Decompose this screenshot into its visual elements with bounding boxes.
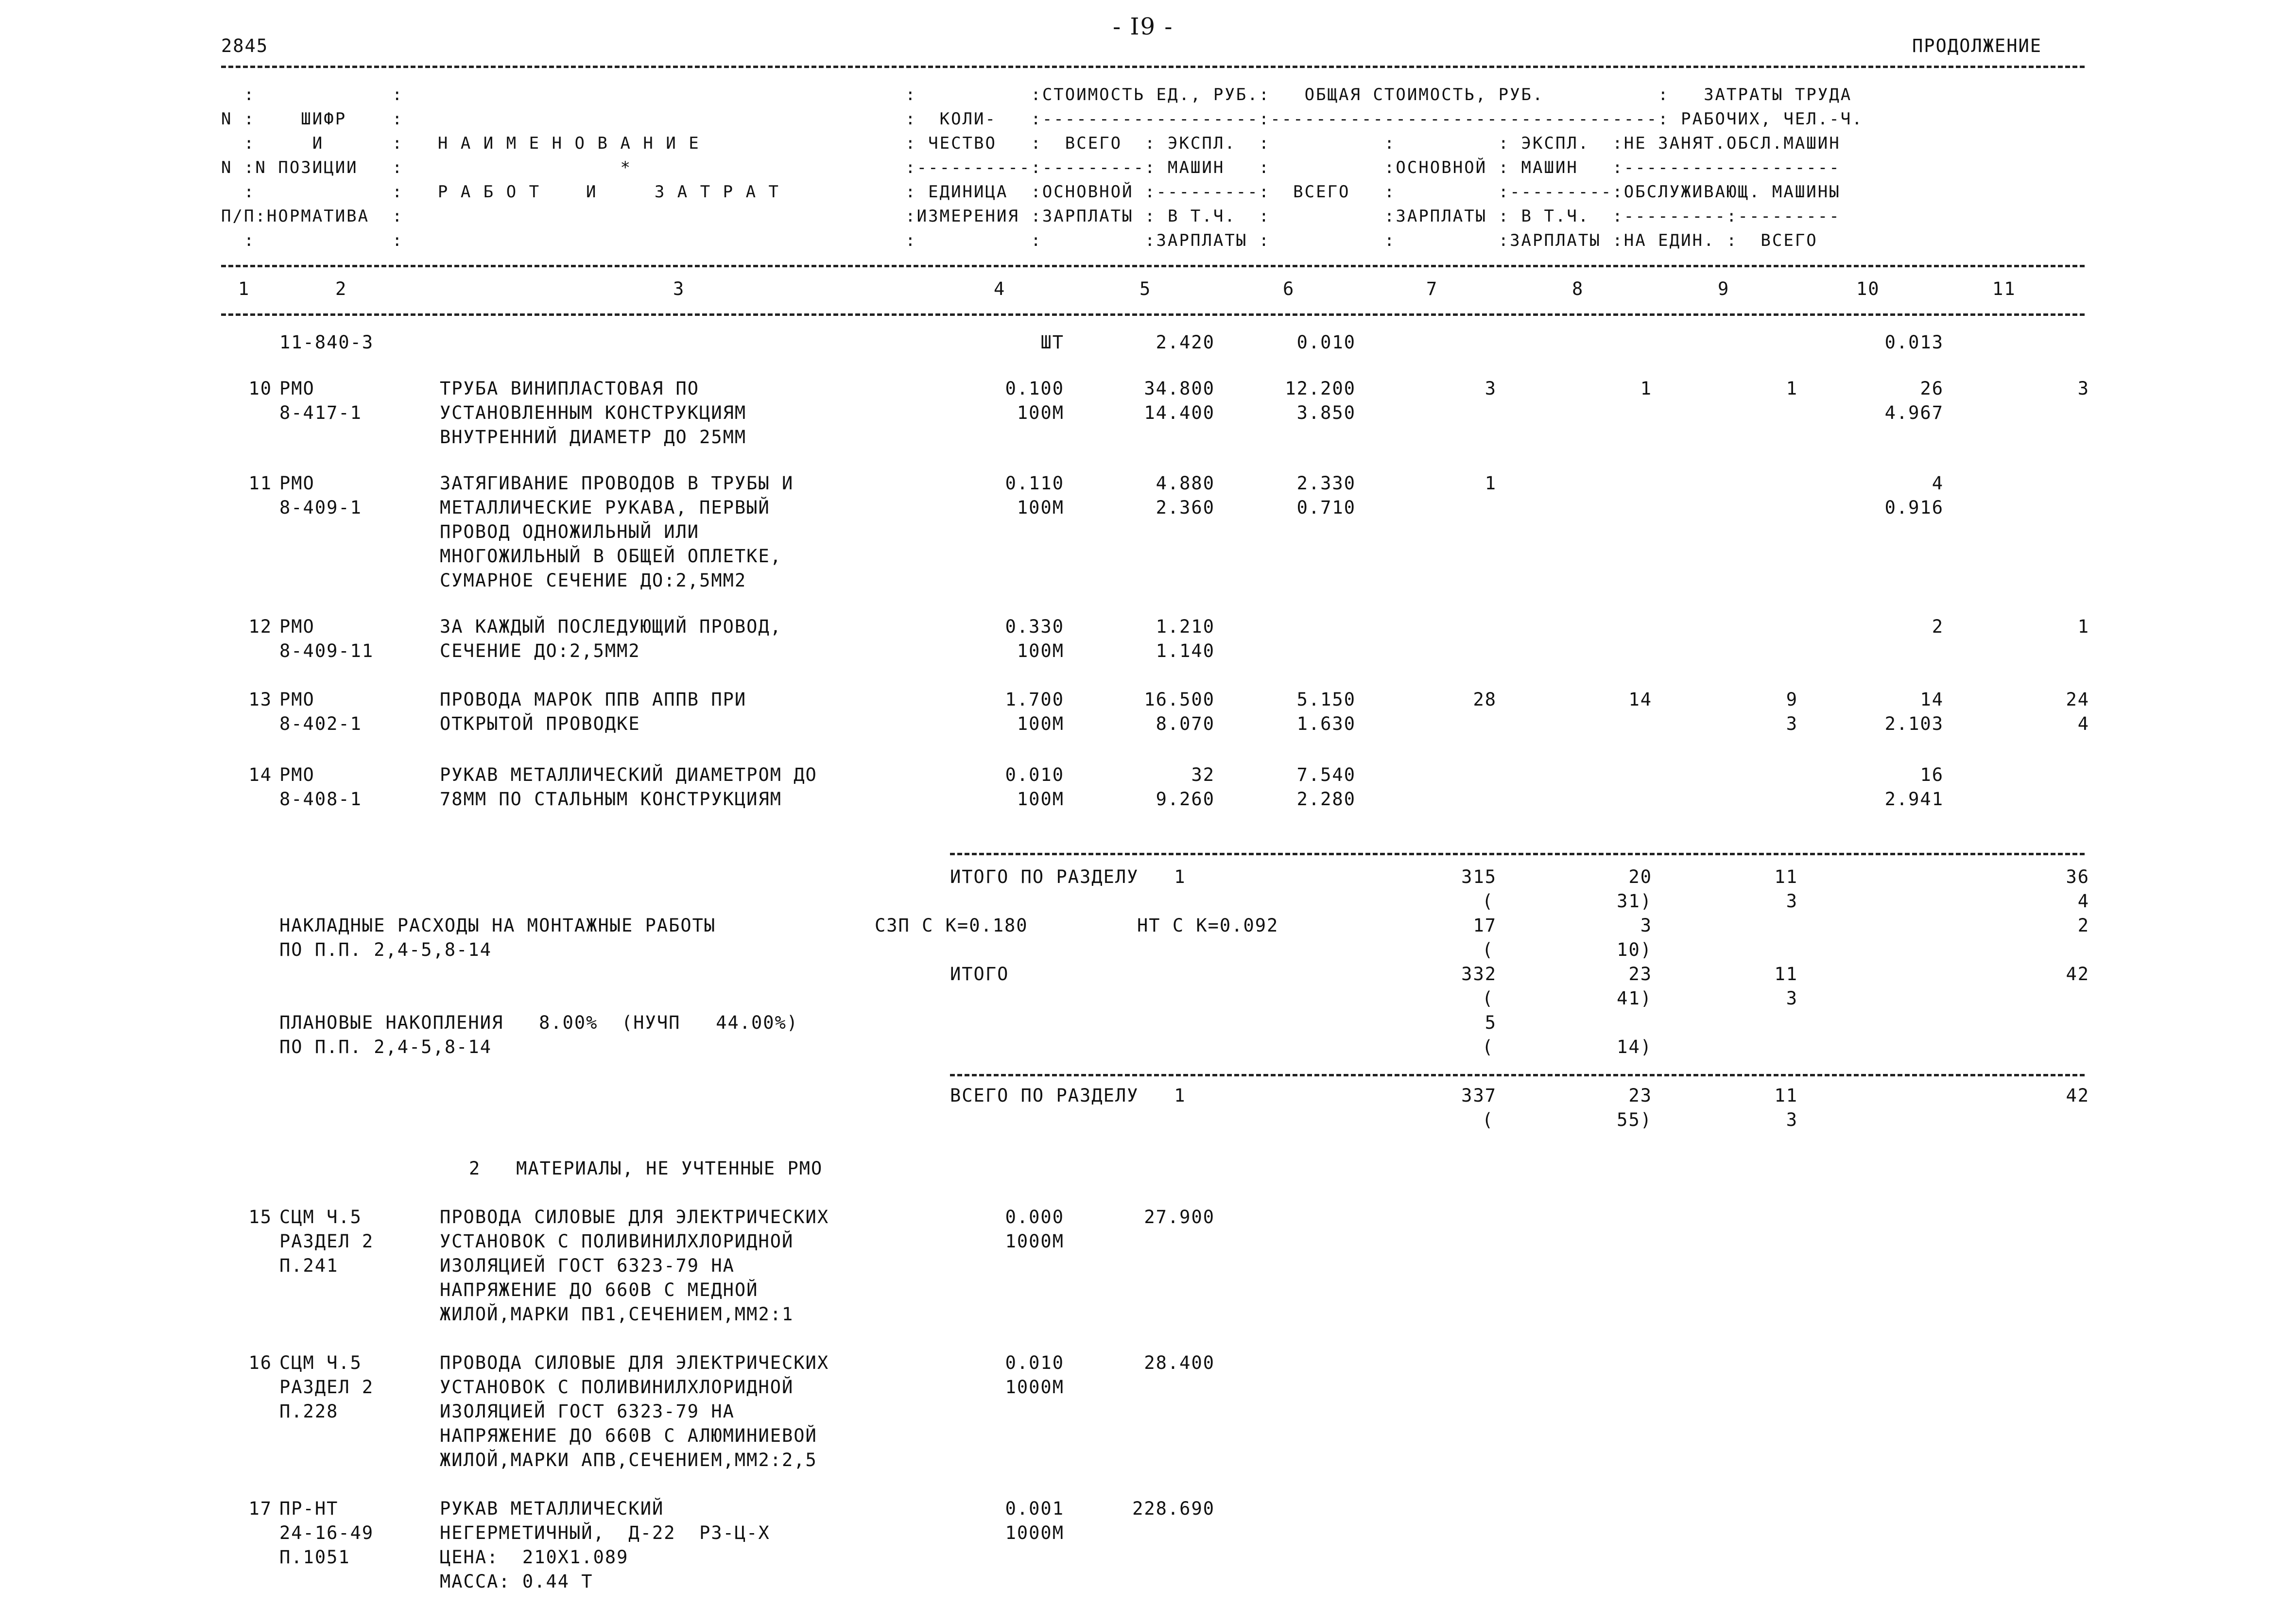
row-labor-unit: 26 — [1920, 378, 1944, 399]
overhead-label-2: ПО П.П. 2,4-5,8-14 — [279, 939, 492, 960]
planned-label: ПЛАНОВЫЕ НАКОПЛЕНИЯ 8.00% (НУЧП 44.00%) — [279, 1012, 799, 1033]
row-code: РМО — [279, 689, 315, 710]
overhead-base: 3 — [1640, 915, 1652, 936]
continuation-label: ПРОДОЛЖЕНИЕ — [1912, 35, 2042, 56]
material-name: УСТАНОВОК С ПОЛИВИНИЛХЛОРИДНОЙ — [440, 1377, 794, 1398]
itogo2-exp: 11 — [1774, 964, 1798, 985]
material-quantity: 0.010 — [1005, 1352, 1064, 1373]
row-quantity: 0.100 — [1005, 378, 1064, 399]
row-number: 12 — [248, 616, 272, 637]
row-name: ПРОВОД ОДНОЖИЛЬНЫЙ ИЛИ — [440, 521, 700, 542]
planned-label-2: ПО П.П. 2,4-5,8-14 — [279, 1037, 492, 1057]
row-machine-cost: 1.630 — [1296, 713, 1356, 734]
vsego-total: 337 — [1461, 1085, 1497, 1106]
row-quantity: 100М — [1017, 640, 1064, 661]
row-quantity: 1.700 — [1005, 689, 1064, 710]
itogo-total: 315 — [1461, 866, 1497, 887]
row-labor-unit: 2.941 — [1884, 789, 1944, 810]
vsego-all: 42 — [2066, 1085, 2089, 1106]
row-number: 11 — [248, 473, 272, 494]
overhead-total: 17 — [1473, 915, 1497, 936]
overhead-all: 2 — [2077, 915, 2089, 936]
material-name: ИЗОЛЯЦИЕЙ ГОСТ 6323-79 НА — [440, 1401, 735, 1422]
material-number: 15 — [248, 1207, 272, 1227]
colnum-5: 5 — [1139, 278, 1152, 299]
row-unit-cost: 34.800 — [1144, 378, 1215, 399]
row-labor-total: 1 — [2077, 616, 2089, 637]
overhead-total-paren: ( — [1482, 939, 1494, 960]
row-number: 14 — [248, 764, 272, 785]
row-labor-total: 3 — [2077, 378, 2089, 399]
row-total: 1 — [1485, 473, 1497, 494]
row-unit-cost: 9.260 — [1156, 789, 1215, 810]
row-labor-unit: 0.013 — [1884, 332, 1944, 353]
row-exploitation: 9 — [1786, 689, 1798, 710]
row-number: 13 — [248, 689, 272, 710]
row-quantity: 0.010 — [1005, 764, 1064, 785]
row-quantity: 0.330 — [1005, 616, 1064, 637]
material-unit-cost: 228.690 — [1132, 1498, 1215, 1519]
row-base-salary: 14 — [1628, 689, 1652, 710]
material-code: РАЗДЕЛ 2 — [279, 1231, 374, 1252]
itogo2-base: 23 — [1628, 964, 1652, 985]
itogo-base-2: 31) — [1617, 891, 1652, 912]
row-code: РМО — [279, 616, 315, 637]
row-name: ПРОВОДА МАРОК ППВ АППВ ПРИ — [440, 689, 747, 710]
row-quantity: 100М — [1017, 497, 1064, 518]
itogo-exp-2: 3 — [1786, 891, 1798, 912]
material-name: ЦЕНА: 210Х1.089 — [440, 1547, 629, 1568]
row-unit-cost: 2.420 — [1156, 332, 1215, 353]
itogo2-all: 42 — [2066, 964, 2089, 985]
material-name: РУКАВ МЕТАЛЛИЧЕСКИЙ — [440, 1498, 664, 1519]
row-machine-cost: 7.540 — [1296, 764, 1356, 785]
row-code: 8-409-11 — [279, 640, 374, 661]
material-unit-cost: 28.400 — [1144, 1352, 1215, 1373]
row-name: ВНУТРЕННИЙ ДИАМЕТР ДО 25ММ — [440, 427, 747, 448]
row-code: РМО — [279, 378, 315, 399]
row-quantity: 100М — [1017, 713, 1064, 734]
row-unit-cost: 1.210 — [1156, 616, 1215, 637]
row-labor-unit: 14 — [1920, 689, 1944, 710]
row-code: РМО — [279, 473, 315, 494]
vsego-base: 23 — [1628, 1085, 1652, 1106]
material-name: НАПРЯЖЕНИЕ ДО 660В С МЕДНОЙ — [440, 1279, 759, 1300]
planned-base: 14) — [1617, 1037, 1652, 1057]
colnum-6: 6 — [1283, 278, 1295, 299]
section-total-rule — [950, 853, 2085, 855]
material-number: 16 — [248, 1352, 272, 1373]
material-code: СЦМ Ч.5 — [279, 1207, 362, 1227]
colnum-8: 8 — [1572, 278, 1584, 299]
itogo-label: ИТОГО ПО РАЗДЕЛУ 1 — [950, 866, 1186, 887]
row-name: ТРУБА ВИНИПЛАСТОВАЯ ПО — [440, 378, 700, 399]
row-unit-cost: 1.140 — [1156, 640, 1215, 661]
row-quantity: 0.110 — [1005, 473, 1064, 494]
vsego-exp-2: 3 — [1786, 1109, 1798, 1130]
row-unit-cost: 16.500 — [1144, 689, 1215, 710]
row-labor-total: 24 — [2066, 689, 2089, 710]
row-machine-cost: 2.280 — [1296, 789, 1356, 810]
colnum-7: 7 — [1426, 278, 1438, 299]
material-name: ЖИЛОЙ,МАРКИ АПВ,СЕЧЕНИЕМ,ММ2:2,5 — [440, 1450, 817, 1470]
itogo-all: 36 — [2066, 866, 2089, 887]
colnum-3: 3 — [673, 278, 685, 299]
row-name: 78ММ ПО СТАЛЬНЫМ КОНСТРУКЦИЯМ — [440, 789, 782, 810]
material-quantity: 1000М — [1005, 1522, 1064, 1543]
material-name: УСТАНОВОК С ПОЛИВИНИЛХЛОРИДНОЙ — [440, 1231, 794, 1252]
grand-total-rule — [950, 1074, 2085, 1076]
row-number: 10 — [248, 378, 272, 399]
header-top-rule — [221, 66, 2085, 68]
colnum-11: 11 — [1992, 278, 2016, 299]
row-base-salary: 1 — [1640, 378, 1652, 399]
row-code: 11-840-3 — [279, 332, 374, 353]
material-name: ЖИЛОЙ,МАРКИ ПВ1,СЕЧЕНИЕМ,ММ2:1 — [440, 1304, 794, 1325]
row-name: СЕЧЕНИЕ ДО:2,5ММ2 — [440, 640, 640, 661]
itogo-total-paren: ( — [1482, 891, 1494, 912]
row-name: ЗА КАЖДЫЙ ПОСЛЕДУЮЩИЙ ПРОВОД, — [440, 616, 782, 637]
section-2-title: 2 МАТЕРИАЛЫ, НЕ УЧТЕННЫЕ РМО — [469, 1158, 823, 1179]
row-name: УСТАНОВЛЕННЫМ КОНСТРУКЦИЯМ — [440, 402, 747, 423]
overhead-label: НАКЛАДНЫЕ РАСХОДЫ НА МОНТАЖНЫЕ РАБОТЫ — [279, 915, 716, 936]
row-machine-cost: 0.010 — [1296, 332, 1356, 353]
table-header-line-3: : И : Н А И М Е Н О В А Н И Е : ЧЕСТВО : ВСЕГО : ЭКСПЛ. : : : ЭКСПЛ. :НЕ ЗАНЯТ.ОБСЛ.МАШИН — [221, 134, 1841, 153]
itogo2-label: ИТОГО — [950, 964, 1009, 985]
colnum-9: 9 — [1718, 278, 1730, 299]
material-name: НЕГЕРМЕТИЧНЫЙ, Д-22 РЗ-Ц-Х — [440, 1522, 770, 1543]
itogo-base: 20 — [1628, 866, 1652, 887]
header-bottom-rule — [221, 313, 2085, 316]
table-header-line-5: : : Р А Б О Т И З А Т Р А Т : ЕДИНИЦА :ОСНОВНОЙ :---------: ВСЕГО : :---------:ОБСЛУЖИВАЮЩ. МАШИНЫ — [221, 182, 1841, 202]
row-machine-cost: 3.850 — [1296, 402, 1356, 423]
row-name: МНОГОЖИЛЬНЫЙ В ОБЩЕЙ ОПЛЕТКЕ, — [440, 546, 782, 567]
vsego-base-2: 55) — [1617, 1109, 1652, 1130]
material-name: НАПРЯЖЕНИЕ ДО 660В С АЛЮМИНИЕВОЙ — [440, 1425, 817, 1446]
itogo2-total: 332 — [1461, 964, 1497, 985]
itogo2-exp-2: 3 — [1786, 988, 1798, 1009]
material-code: П.241 — [279, 1255, 339, 1276]
material-name: ПРОВОДА СИЛОВЫЕ ДЛЯ ЭЛЕКТРИЧЕСКИХ — [440, 1207, 829, 1227]
row-labor-unit: 4 — [1932, 473, 1944, 494]
material-name: МАССА: 0.44 Т — [440, 1571, 593, 1592]
row-unit-cost: 2.360 — [1156, 497, 1215, 518]
row-unit-cost: 4.880 — [1156, 473, 1215, 494]
row-machine-cost: 12.200 — [1285, 378, 1356, 399]
document-number: 2845 — [221, 35, 269, 56]
row-name: ЗАТЯГИВАНИЕ ПРОВОДОВ В ТРУБЫ И — [440, 473, 794, 494]
itogo-exp: 11 — [1774, 866, 1798, 887]
vsego-exp: 11 — [1774, 1085, 1798, 1106]
row-machine-cost: 2.330 — [1296, 473, 1356, 494]
vsego-total-paren: ( — [1482, 1109, 1494, 1130]
material-quantity: 1000М — [1005, 1377, 1064, 1398]
row-machine-cost: 0.710 — [1296, 497, 1356, 518]
row-code: 8-408-1 — [279, 789, 362, 810]
material-quantity: 0.001 — [1005, 1498, 1064, 1519]
row-labor-unit: 0.916 — [1884, 497, 1944, 518]
row-labor-unit: 16 — [1920, 764, 1944, 785]
row-unit-cost: 8.070 — [1156, 713, 1215, 734]
material-name: ИЗОЛЯЦИЕЙ ГОСТ 6323-79 НА — [440, 1255, 735, 1276]
material-code: 24-16-49 — [279, 1522, 374, 1543]
material-code: П.228 — [279, 1401, 339, 1422]
row-exploitation: 1 — [1786, 378, 1798, 399]
row-name: МЕТАЛЛИЧЕСКИЕ РУКАВА, ПЕРВЫЙ — [440, 497, 770, 518]
table-header-line-2: N : ШИФР : : КОЛИ- :-------------------:----------------------------------: РАБОЧИХ, ЧЕЛ.-Ч. — [221, 109, 1864, 129]
header-mid-rule — [221, 265, 2085, 267]
row-machine-cost: 5.150 — [1296, 689, 1356, 710]
row-labor-unit: 2.103 — [1884, 713, 1944, 734]
planned-total: 5 — [1485, 1012, 1497, 1033]
row-code: 8-402-1 — [279, 713, 362, 734]
table-header-line-7: : : : : :ЗАРПЛАТЫ : : :ЗАРПЛАТЫ :НА ЕДИН. : ВСЕГО — [221, 231, 1818, 250]
material-code: РАЗДЕЛ 2 — [279, 1377, 374, 1398]
row-unit-cost: 32 — [1191, 764, 1215, 785]
row-code: 8-409-1 — [279, 497, 362, 518]
row-code: РМО — [279, 764, 315, 785]
material-code: П.1051 — [279, 1547, 350, 1568]
table-header-line-1: : : : :СТОИМОСТЬ ЕД., РУБ.: ОБЩАЯ СТОИМОСТЬ, РУБ. : ЗАТРАТЫ ТРУДА — [221, 85, 1852, 104]
row-exploitation: 3 — [1786, 713, 1798, 734]
page-number: - I9 - — [1113, 13, 1174, 40]
vsego-label: ВСЕГО ПО РАЗДЕЛУ 1 — [950, 1085, 1186, 1106]
itogo2-base-2: 41) — [1617, 988, 1652, 1009]
colnum-2: 2 — [335, 278, 347, 299]
row-total: 3 — [1485, 378, 1497, 399]
material-quantity: 0.000 — [1005, 1207, 1064, 1227]
material-name: ПРОВОДА СИЛОВЫЕ ДЛЯ ЭЛЕКТРИЧЕСКИХ — [440, 1352, 829, 1373]
itogo2-total-paren: ( — [1482, 988, 1494, 1009]
row-name: СУМАРНОЕ СЕЧЕНИЕ ДО:2,5ММ2 — [440, 570, 747, 591]
row-name: ОТКРЫТОЙ ПРОВОДКЕ — [440, 713, 640, 734]
row-labor-unit: 4.967 — [1884, 402, 1944, 423]
itogo-all-2: 4 — [2077, 891, 2089, 912]
material-code: СЦМ Ч.5 — [279, 1352, 362, 1373]
colnum-1: 1 — [238, 278, 250, 299]
overhead-base-2: 10) — [1617, 939, 1652, 960]
row-quantity: 100М — [1017, 789, 1064, 810]
planned-total-paren: ( — [1482, 1037, 1494, 1057]
row-quantity: ШТ — [1040, 332, 1064, 353]
colnum-4: 4 — [994, 278, 1006, 299]
colnum-10: 10 — [1856, 278, 1880, 299]
overhead-nt: НТ С К=0.092 — [1137, 915, 1279, 936]
row-labor-total: 4 — [2077, 713, 2089, 734]
row-name: РУКАВ МЕТАЛЛИЧЕСКИЙ ДИАМЕТРОМ ДО — [440, 764, 817, 785]
material-quantity: 1000М — [1005, 1231, 1064, 1252]
material-number: 17 — [248, 1498, 272, 1519]
material-code: ПР-НТ — [279, 1498, 339, 1519]
row-quantity: 100М — [1017, 402, 1064, 423]
table-header-line-6: П/П:НОРМАТИВА : :ИЗМЕРЕНИЯ :ЗАРПЛАТЫ : В Т.Ч. : :ЗАРПЛАТЫ : В Т.Ч. :---------:--------- — [221, 207, 1841, 226]
overhead-szp: СЗП С К=0.180 — [875, 915, 1028, 936]
row-unit-cost: 14.400 — [1144, 402, 1215, 423]
table-header-line-4: N :N ПОЗИЦИИ : * :----------:---------: МАШИН : :ОСНОВНОЙ : МАШИН :------------------- — [221, 158, 1841, 177]
row-code: 8-417-1 — [279, 402, 362, 423]
row-labor-unit: 2 — [1932, 616, 1944, 637]
row-total: 28 — [1473, 689, 1497, 710]
material-unit-cost: 27.900 — [1144, 1207, 1215, 1227]
